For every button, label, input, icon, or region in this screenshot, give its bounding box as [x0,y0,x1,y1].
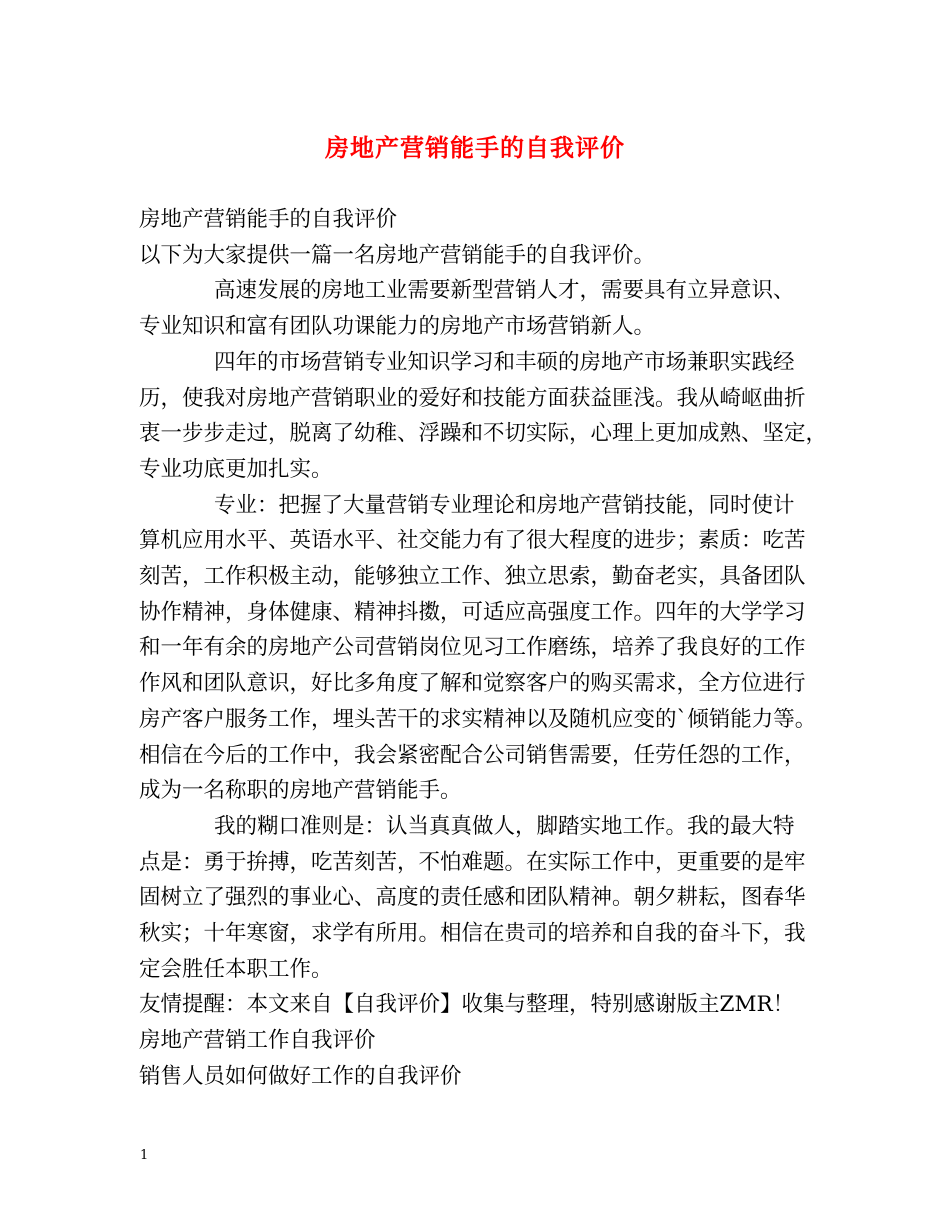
body-line: 销售人员如何做好工作的自我评价 [139,1063,462,1089]
body-line: 协作精神，身体健康、精神抖擞，可适应高强度工作。四年的大学学习 [139,599,806,625]
body-line: 友情提醒：本文来自【自我评价】收集与整理，特别感谢版主ZMR！ [139,992,795,1018]
body-line: 点是：勇于拚搏，吃苦刻苦，不怕难题。在实际工作中，更重要的是牢 [139,849,806,875]
body-line: 专业功底更加扎实。 [139,456,333,482]
page-number: 1 [140,1148,149,1163]
body-line: 历，使我对房地产营销职业的爱好和技能方面获益匪浅。我从崎岖曲折 [139,385,806,411]
body-line: 专业知识和富有团队功课能力的房地产市场营销新人。 [139,314,656,340]
body-line: 房地产营销能手的自我评价 [139,207,398,232]
document-body [139,202,828,1095]
body-line: 秋实；十年寒窗，求学有所用。相信在贵司的培养和自我的奋斗下，我 [139,921,806,947]
body-line: 衷一步步走过，脱离了幼稚、浮躁和不切实际，心理上更加成熟、坚定， [139,421,828,447]
body-line: 成为一名称职的房地产营销能手。 [139,778,462,804]
body-line: 专业：把握了大量营销专业理论和房地产营销技能，同时使计 [214,492,795,518]
document-title: 房地产营销能手的自我评价 [325,133,625,162]
body-line: 房产客户服务工作，埋头苦干的求实精神以及随机应变的`倾销能力等。 [139,706,817,732]
body-line: 和一年有余的房地产公司营销岗位见习工作磨练，培养了我良好的工作 [139,635,806,661]
body-line: 四年的市场营销专业知识学习和丰硕的房地产市场兼职实践经 [214,349,795,375]
body-line: 算机应用水平、英语水平、社交能力有了很大程度的进步；素质：吃苦 [139,528,806,554]
body-line: 以下为大家提供一篇一名房地产营销能手的自我评价。 [139,242,656,268]
body-line: 高速发展的房地工业需要新型营销人才，需要具有立异意识、 [214,278,795,304]
body-line: 相信在今后的工作中，我会紧密配合公司销售需要，任劳任怨的工作， [139,742,806,768]
body-line: 我的糊口准则是：认当真真做人，脚踏实地工作。我的最大特 [214,813,795,839]
body-line: 房地产营销工作自我评价 [139,1028,376,1054]
body-line: 定会胜任本职工作。 [139,956,333,982]
body-line: 刻苦，工作积极主动，能够独立工作、独立思索，勤奋老实，具备团队 [139,564,806,590]
body-line: 作风和团队意识，好比多角度了解和觉察客户的购买需求，全方位进行 [139,671,806,697]
body-line: 固树立了强烈的事业心、高度的责任感和团队精神。朝夕耕耘，图春华 [139,885,806,911]
